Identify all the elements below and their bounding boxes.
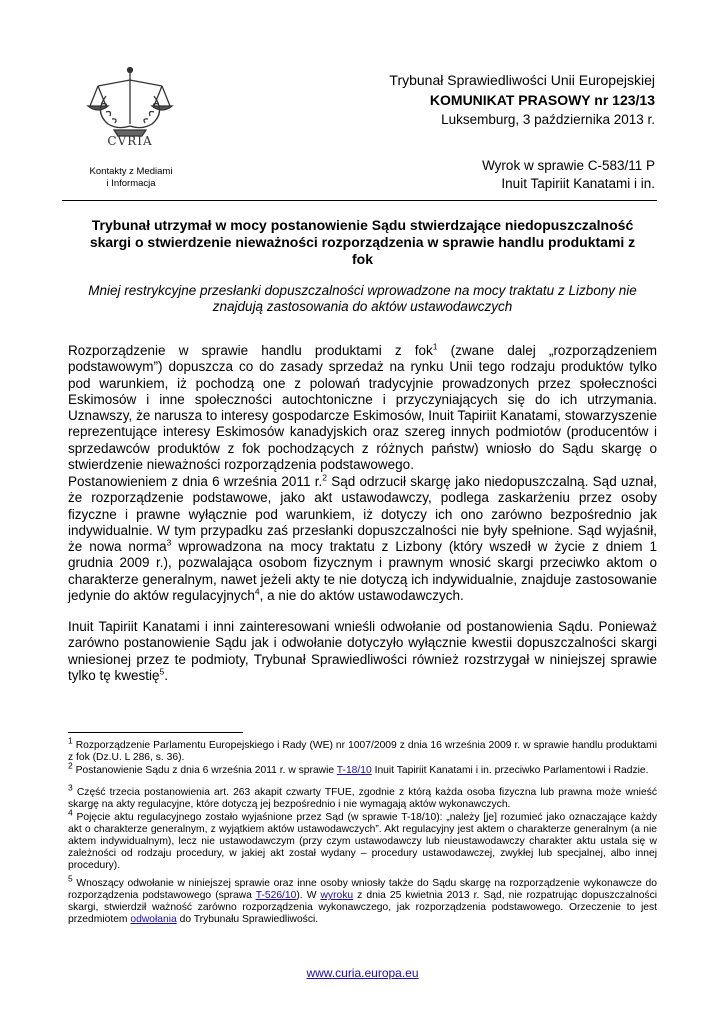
footnote-2-text-b: Inuit Tapiriit Kanatami i in. przeciwko Parlamentowi i Radzie.	[371, 765, 649, 776]
case-number: Wyrok w sprawie C-583/11 P	[482, 158, 655, 173]
appeal-link[interactable]: odwołania	[130, 914, 177, 926]
judgment-link[interactable]: wyroku	[320, 890, 354, 902]
media-contact	[70, 166, 192, 190]
footnote-divider	[68, 732, 243, 733]
logo-text: CVRIA	[107, 134, 153, 148]
contact-line-2: i Informacja	[106, 178, 156, 189]
footnote-4-number: 4	[68, 807, 73, 818]
paragraph-2-text-d: , a nie do aktów ustawodawczych.	[259, 588, 464, 604]
paragraph-3	[68, 619, 657, 684]
footnote-5-number: 5	[68, 873, 73, 884]
curia-website-link[interactable]: www.curia.europa.eu	[306, 966, 419, 980]
footnote-ref-1[interactable]: 1	[432, 341, 438, 352]
footnote-5-text-b: ). W	[296, 890, 321, 902]
paragraph-1-text-a: Rozporządzenie w sprawie handlu produktami z fok	[68, 343, 433, 358]
header-divider	[62, 200, 657, 201]
footnote-2-number: 2	[68, 760, 73, 771]
footnote-1-number: 1	[68, 735, 73, 746]
footnote-ref-3[interactable]: 3	[166, 537, 172, 548]
paragraph-1-text-b: (zwane dalej „rozporządzeniem podstawowym”) dopuszcza co do zasady sprzedaż na rynku Unii tego rodzaju produktów tylko pod warunkiem, iż pochodzą one z polowań tradycyjnie prowadzonych przez społeczności Eskimosów i inne społeczności autochtoniczne i przyczyniających się do ich utrzymania. Uznawszy, że narusza to interesy gospodarcze Eskimosów, Inuit Tapiriit Kanatami, stowarzyszenie reprezentujące interesy Eskimosów kanadyjskich oraz szereg innych podmiotów (producentów i sprzedawców produktów z fok pochodzących z różnych państw) wniosło do Sądu skargę o stwierdzenie nieważności rozporządzenia podstawowego.	[68, 343, 657, 473]
footnote-ref-4[interactable]: 4	[254, 586, 260, 597]
footer	[0, 966, 725, 980]
footnote-5-text-d: do Trybunału Sprawiedliwości.	[176, 914, 319, 926]
curia-logo	[84, 64, 176, 164]
footnote-2	[68, 760, 657, 777]
footnote-ref-2[interactable]: 2	[322, 472, 327, 483]
institution-name: Trybunał Sprawiedliwości Unii Europejskiej	[389, 72, 655, 88]
place-date: Luksemburg, 3 października 2013 r.	[441, 112, 655, 127]
footnote-5-text-a: Wnoszący odwołanie w niniejszej sprawie oraz inne osoby wniosły także do Sądu skargę na rozporządzenie wykonawcze do rozporządzenia podstawowego (sprawa	[68, 878, 657, 902]
paragraph-2	[68, 474, 657, 604]
paragraph-2-text-b: Sąd odrzucił skargę jako niedopuszczalną. Sąd uznał, że rozporządzenie podstawowe, jako akt ustawodawczy, podlega zaskarżeniu przez osoby fizyczne i prawne wyłącznie pod warunkiem, iż dotyczy ich ono zarówno bezpośrednio jak indywidualnie. W tym przypadku zaś przesłanki dopuszczalności nie były spełnione. Sąd wyjaśnił, że nowa norma	[68, 474, 657, 555]
paragraph-3-text-a: Inuit Tapiriit Kanatami i inni zainteresowani wnieśli odwołanie od postanowienia Sądu. Ponieważ zarówno postanowienie Sądu jak i odwołanie dotyczyło wyłącznie kwestii dopuszczalności skargi wniesionej przez te podmioty, Trybunał Sprawiedliwości również rozstrzygał w niniejszej sprawie tylko tę kwestię	[68, 619, 657, 683]
footnote-5-text-c: z dnia 25 kwietnia 2013 r. Sąd, nie rozpatrując dopuszczalności skargi, stwierdził ważność zarówno rozporządzenia wykonawczego, jak rozporządzenia podstawowego. Orzeczenie to jest przedmiotem	[68, 890, 658, 926]
footnote-5	[68, 873, 658, 926]
footnote-ref-5[interactable]: 5	[159, 666, 165, 677]
scales-of-justice-icon	[84, 64, 176, 164]
footnote-1-text: Rozporządzenie Parlamentu Europejskiego i Rady (WE) nr 1007/2009 z dnia 16 września 2009 r. w sprawie handlu produktami z fok (Dz.U. L 286, s. 36).	[68, 740, 657, 764]
paragraph-1	[68, 343, 657, 473]
paragraph-2-text-c: wprowadzona na mocy traktatu z Lizbony (który wszedł w życie z dniem 1 grudnia 2009 r.), pozwalająca osobom fizycznym i prawnym wnosić skargi przeciwko aktom o charakterze generalnym, nawet jeżeli akty te nie dotyczą ich indywidualnie, znajduje zastosowanie jedynie do aktów regulacyjnych	[68, 539, 657, 604]
footnote-3-number: 3	[68, 782, 73, 793]
page-title: Trybunał utrzymał w mocy postanowienie Sądu stwierdzające niedopuszczalność skargi o stwierdzenie nieważności rozporządzenia w sprawie handlu produktami z fok	[89, 217, 636, 267]
footnote-1	[68, 735, 657, 764]
footnote-2-text-a: Postanowienie Sądu z dnia 6 września 2011 r. w sprawie	[72, 765, 337, 776]
case-link-t-526-10[interactable]: T-526/10	[255, 890, 297, 902]
page-subtitle: Mniej restrykcyjne przesłanki dopuszczalności wprowadzone na mocy traktatu z Lizbony nie znajdują zastosowania do aktów ustawodawczych	[88, 283, 637, 314]
footnote-3-text: Część trzecia postanowienia art. 263 akapit czwarty TFUE, zgodnie z którą każda osoba fizyczna lub prawna może wnieść skargę na akty regulacyjne, które dotyczą jej bezpośrednio i nie wymagają aktów wykonawczych.	[68, 787, 657, 811]
case-parties: Inuit Tapiriit Kanatami i in.	[501, 176, 655, 191]
press-release-number: KOMUNIKAT PRASOWY nr 123/13	[429, 92, 655, 108]
paragraph-3-text-b: .	[164, 667, 169, 683]
footnote-3	[68, 782, 657, 811]
contact-line-1: Kontakty z Mediami	[89, 166, 173, 177]
footnote-4-text: Pojęcie aktu regulacyjnego zostało wyjaśnione przez Sąd (w sprawie T-18/10): „należy [je] rozumieć jako oznaczające każdy akt o charakterze generalnym, z wyjątkiem aktów ustawodawczych”. Akt regulacyjny jest aktem o charakterze generalnym (a nie aktem indywidualnym), lecz nie ustawodawczym (przy czym ustawodawczy lub nieustawodawczy charakter aktu ustala się w zależności od rodzaju procedury, w jakiej akt został wydany – procedury ustawodawczej, zwykłej lub specjalnej, albo innej procedury).	[68, 812, 657, 872]
case-link-t-18-10[interactable]: T-18/10	[336, 765, 372, 776]
footnote-4	[68, 807, 657, 872]
paragraph-2-text-a: Postanowieniem z dnia 6 września 2011 r.	[68, 474, 323, 489]
